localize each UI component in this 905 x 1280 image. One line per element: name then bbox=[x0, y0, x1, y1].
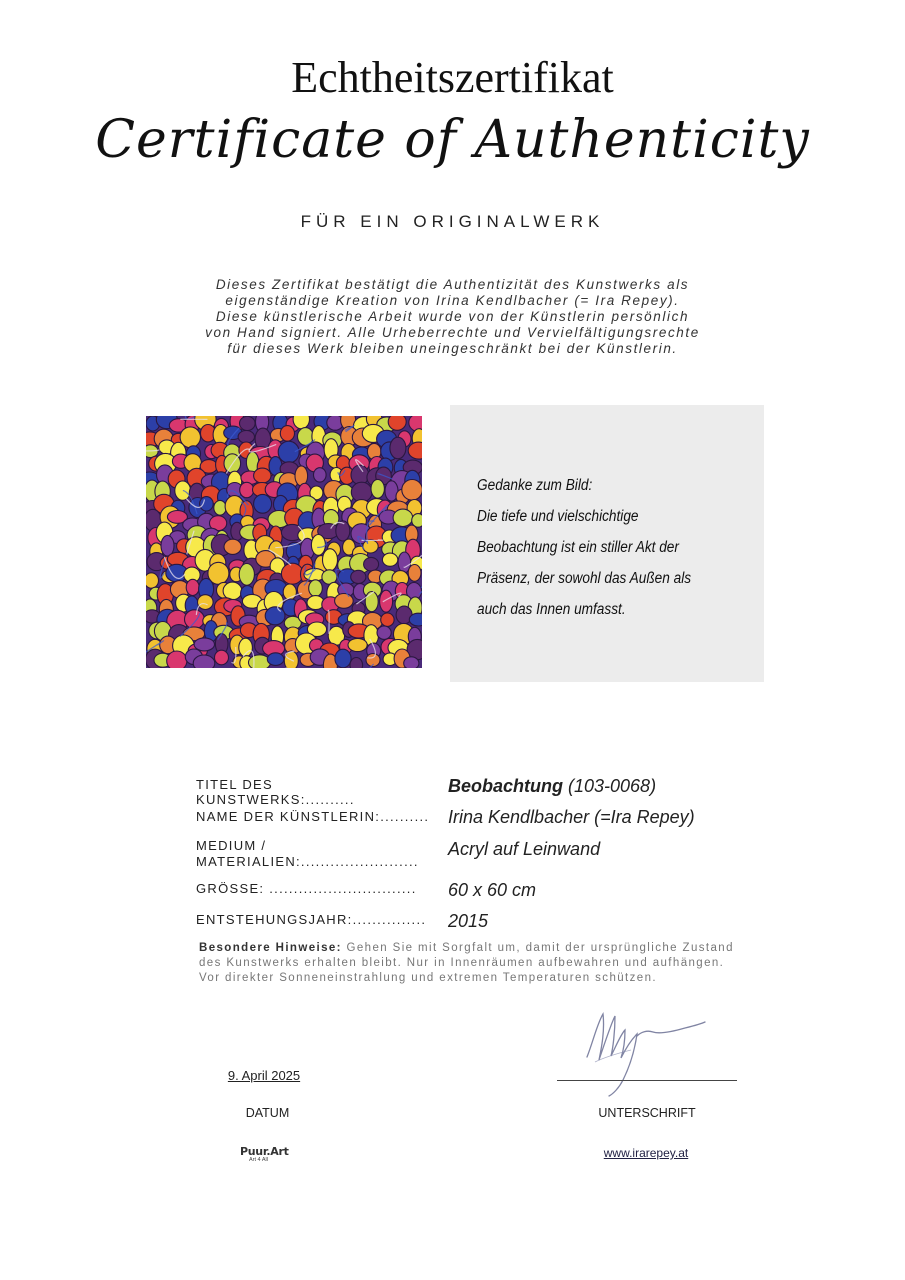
painting-shape bbox=[351, 570, 366, 583]
intro-line: von Hand signiert. Alle Urheberrechte und Vervielfältigungsrechte bbox=[205, 325, 700, 340]
certificate-title-english: Certificate of Authenticity bbox=[95, 110, 810, 170]
signature-label: UNTERSCHRIFT bbox=[598, 1106, 696, 1120]
artwork-image bbox=[146, 416, 422, 668]
intro-line: für dieses Werk bleiben uneingeschränkt bei der Künstlerin. bbox=[227, 341, 678, 356]
artwork-title-code: (103-0068) bbox=[563, 776, 657, 796]
painting-shape bbox=[377, 626, 391, 639]
thought-line: auch das Innen umfasst. bbox=[477, 601, 626, 618]
medium-value: Acryl auf Leinwand bbox=[448, 839, 601, 859]
painting-shape bbox=[381, 613, 394, 626]
thought-line: Beobachtung ist ein stiller Akt der bbox=[477, 539, 679, 556]
painting-shape bbox=[254, 468, 271, 483]
painting-shape bbox=[240, 482, 254, 497]
painting-shape bbox=[215, 650, 229, 665]
website-link[interactable]: www.irarepey.at bbox=[603, 1146, 689, 1160]
intro-line: Dieses Zertifikat bestätigt die Authentizität des Kunstwerks als bbox=[215, 277, 690, 292]
signature-line bbox=[557, 1080, 737, 1081]
painting-shape bbox=[336, 521, 350, 541]
painting-shape bbox=[314, 468, 327, 482]
painting-shape bbox=[309, 580, 323, 597]
painting-shape bbox=[404, 657, 419, 668]
certificate-date: 9. April 2025 bbox=[227, 1068, 301, 1083]
certificate-subtitle: FÜR EIN ORIGINALWERK bbox=[300, 212, 605, 231]
painting-shape bbox=[371, 479, 384, 498]
artwork-title-label: TITEL DES KUNSTWERKS:.......... bbox=[196, 777, 355, 807]
medium-label-line: MATERIALIEN:........................ bbox=[196, 854, 419, 869]
logo-text: Puur.Art bbox=[240, 1145, 289, 1158]
painting-shape bbox=[351, 482, 372, 502]
thought-line: Die tiefe und vielschichtige bbox=[477, 508, 639, 525]
thought-line: Präsenz, der sowohl das Außen als bbox=[477, 570, 692, 587]
painting-shape bbox=[335, 594, 354, 609]
painting-shape bbox=[408, 565, 421, 582]
painting-shape bbox=[348, 638, 367, 651]
intro-line: eigenständige Kreation von Irina Kendlbacher (= Ira Repey). bbox=[225, 293, 680, 308]
artist-name-value: Irina Kendlbacher (=Ira Repey) bbox=[448, 807, 695, 827]
painting-shape bbox=[175, 481, 191, 500]
medium-label-line: MEDIUM / bbox=[196, 838, 267, 853]
painting-shape bbox=[393, 509, 413, 526]
painting-shape bbox=[382, 553, 397, 566]
painting-shape bbox=[167, 651, 187, 668]
size-value: 60 x 60 cm bbox=[448, 880, 537, 900]
special-notes-label: Besondere Hinweise: bbox=[199, 942, 342, 954]
painting-shape bbox=[249, 655, 271, 668]
puur-art-logo bbox=[240, 1146, 296, 1170]
painting-shape bbox=[335, 649, 351, 668]
painting-shape bbox=[323, 549, 338, 571]
painting-shape bbox=[350, 658, 363, 669]
intro-text bbox=[140, 277, 765, 357]
year-label: ENTSTEHUNGSJAHR:............... bbox=[196, 912, 427, 927]
painting-shape bbox=[198, 595, 214, 610]
certificate-title-german: Echtheitszertifikat bbox=[291, 53, 614, 102]
painting-shape bbox=[278, 441, 299, 463]
logo-subtext: Art 4 All bbox=[249, 1157, 268, 1163]
painting-shape bbox=[185, 610, 205, 629]
thought-text bbox=[477, 470, 723, 625]
painting-shape bbox=[280, 426, 294, 442]
painting-shape bbox=[194, 638, 214, 651]
painting-shape bbox=[239, 564, 254, 586]
painting-shape bbox=[214, 500, 226, 515]
date-label: DATUM bbox=[245, 1106, 290, 1120]
painting-shape bbox=[281, 563, 303, 584]
painting-shape bbox=[364, 557, 379, 571]
year-value: 2015 bbox=[448, 911, 489, 931]
special-notes-text: Gehen Sie mit Sorgfalt um, damit der ursprüngliche Zustand des Kunstwerks erhalten bleibt. Nur in Innenräumen aufbewahren und aufhängen. Vor direkter Sonneneinstrahlung und extremen Temperaturen schützen. bbox=[199, 942, 734, 984]
signature-icon bbox=[575, 1002, 710, 1097]
painting-shape bbox=[240, 416, 256, 430]
painting-shape bbox=[200, 497, 214, 511]
painting-shape bbox=[363, 540, 378, 553]
painting-shape bbox=[223, 582, 242, 600]
painting-shape bbox=[146, 573, 159, 588]
painting-shape bbox=[311, 535, 325, 556]
painting-shape bbox=[186, 579, 199, 595]
painting-shape bbox=[390, 437, 406, 459]
painting-shape bbox=[267, 653, 284, 666]
size-label: GRÖSSE: .............................. bbox=[196, 881, 417, 896]
painting-shape bbox=[238, 431, 254, 444]
artwork-title-value bbox=[448, 776, 656, 797]
painting-shape bbox=[254, 494, 272, 513]
intro-line: Diese künstlerische Arbeit wurde von der Künstlerin persönlich bbox=[215, 309, 690, 324]
painting-shape bbox=[388, 416, 406, 430]
painting-shape bbox=[402, 480, 422, 501]
painting-shape bbox=[224, 539, 241, 554]
artwork-title-name: Beobachtung bbox=[448, 776, 563, 796]
painting-shape bbox=[265, 607, 285, 625]
painting-shape bbox=[193, 655, 215, 668]
painting-shape bbox=[380, 590, 393, 612]
painting-shape bbox=[409, 613, 422, 626]
special-notes bbox=[199, 941, 744, 986]
painting-shape bbox=[365, 592, 378, 612]
artist-name-label: NAME DER KÜNSTLERIN:.......... bbox=[196, 809, 430, 824]
thought-heading: Gedanke zum Bild: bbox=[477, 477, 593, 494]
medium-label bbox=[196, 838, 436, 870]
